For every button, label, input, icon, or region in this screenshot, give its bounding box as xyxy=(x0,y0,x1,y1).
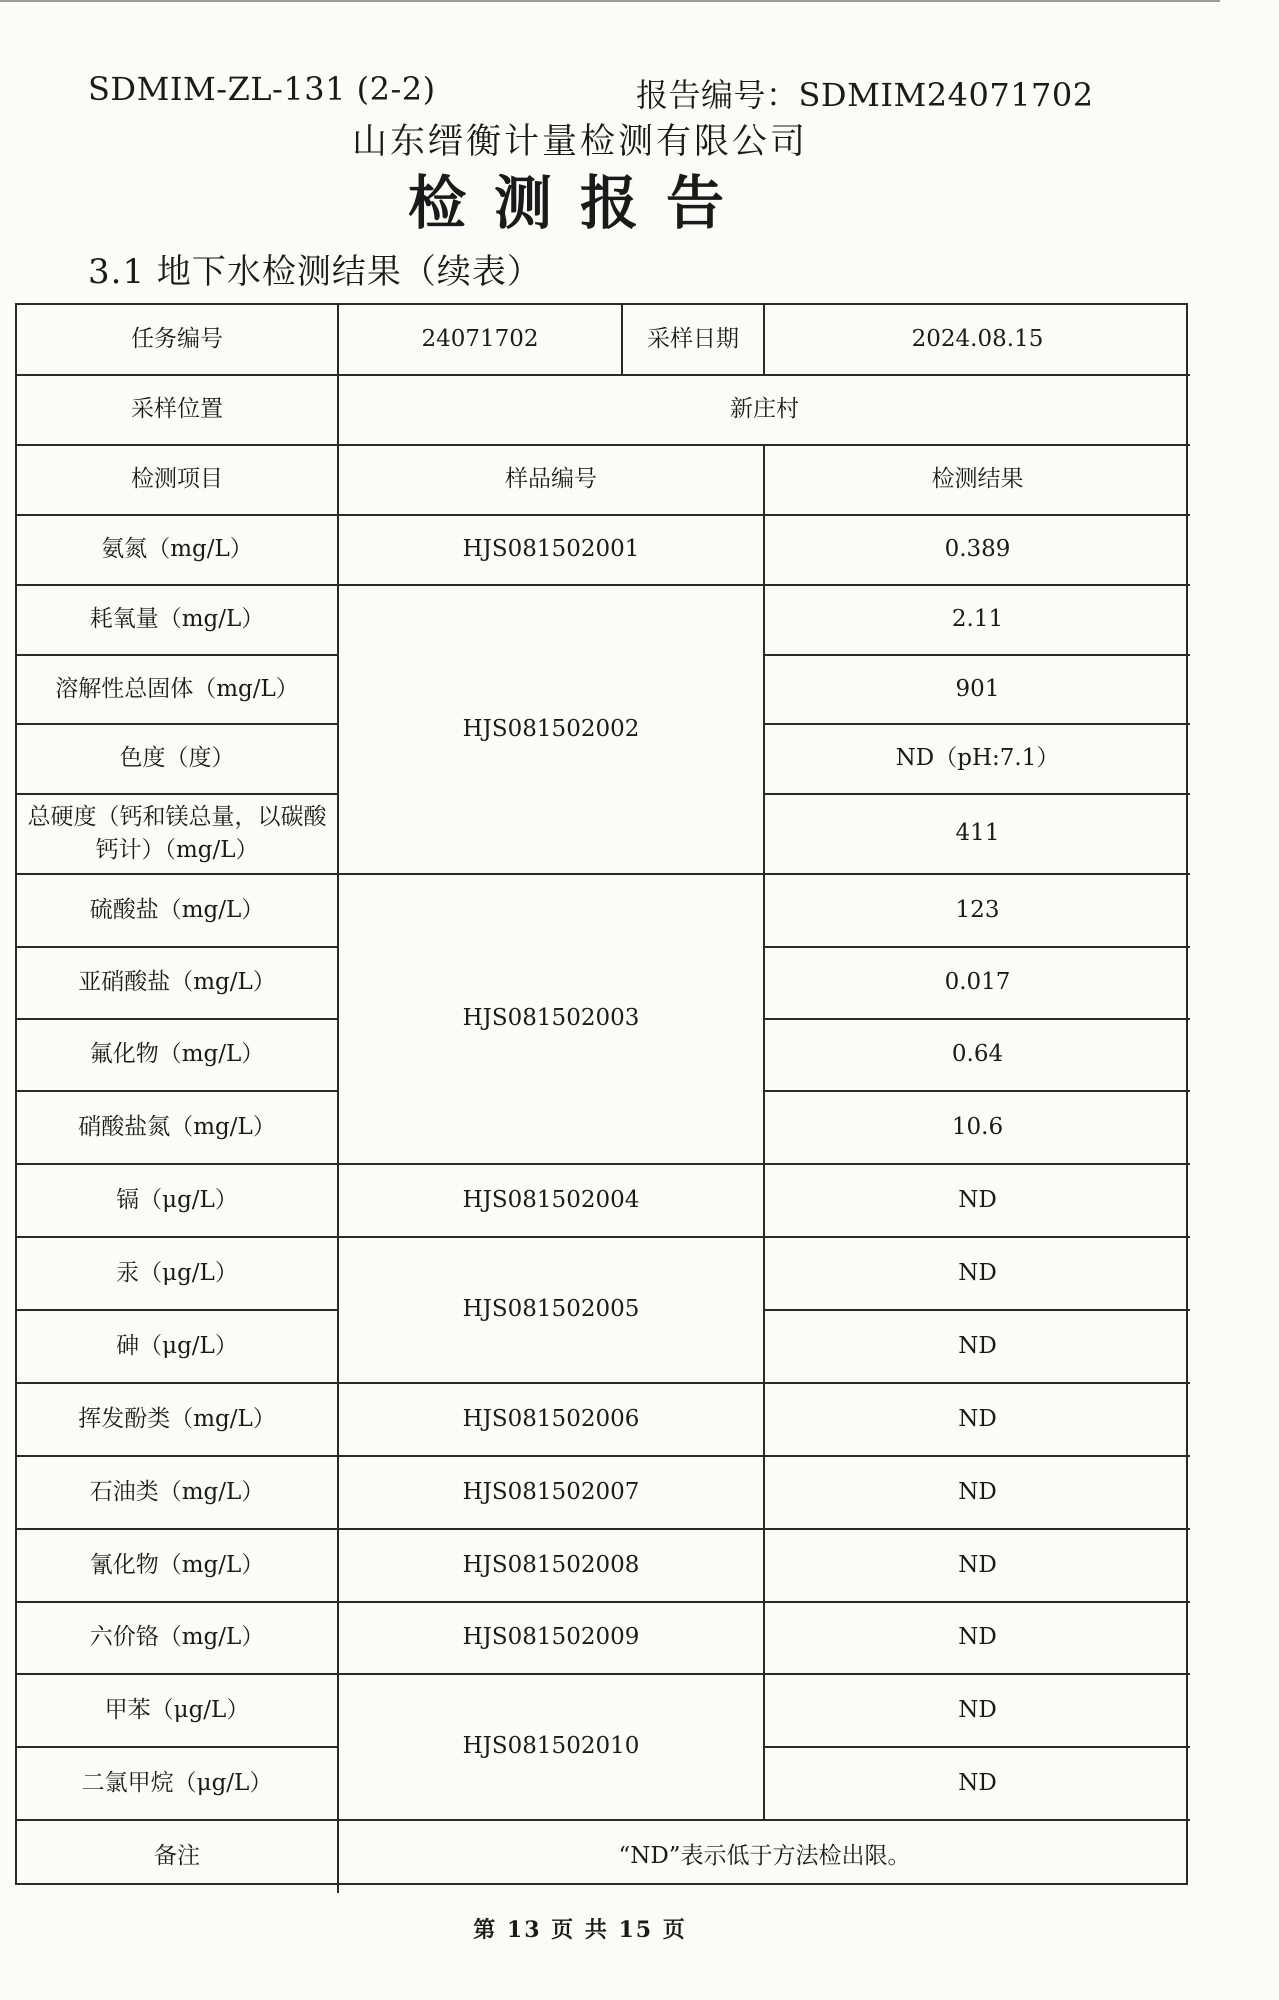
test-result: 10.6 xyxy=(765,1092,1190,1165)
test-result: ND xyxy=(765,1238,1190,1311)
test-result: 123 xyxy=(765,875,1190,948)
sample-number: HJS081502007 xyxy=(339,1457,765,1530)
test-result: ND xyxy=(765,1311,1190,1384)
sampling-date-label: 采样日期 xyxy=(623,305,765,376)
sample-number: HJS081502003 xyxy=(339,875,765,1165)
report-title: 检测报告 xyxy=(407,169,752,237)
test-result: ND xyxy=(765,1457,1190,1530)
task-no-label: 任务编号 xyxy=(17,305,339,376)
sample-number: HJS081502010 xyxy=(339,1675,765,1821)
test-result: 0.389 xyxy=(765,516,1190,586)
location-label: 采样位置 xyxy=(17,376,339,446)
top-rule xyxy=(0,0,1220,2)
test-result: ND xyxy=(765,1530,1190,1603)
test-result: 901 xyxy=(765,656,1190,725)
section-title: 3.1 地下水检测结果（续表） xyxy=(88,252,542,292)
test-result: ND xyxy=(765,1384,1190,1457)
test-item: 溶解性总固体（mg/L） xyxy=(17,656,339,725)
test-result: 2.11 xyxy=(765,586,1190,656)
report-number: 报告编号：SDMIM24071702 xyxy=(636,76,1094,114)
test-item: 砷（μg/L） xyxy=(17,1311,339,1384)
column-header-sample-no: 样品编号 xyxy=(339,446,765,516)
sample-number: HJS081502009 xyxy=(339,1603,765,1675)
form-code: SDMIM-ZL-131 (2-2) xyxy=(88,70,436,108)
company-name: 山东缙衡计量检测有限公司 xyxy=(351,122,808,162)
page-number: 第 13 页 共 15 页 xyxy=(473,1917,687,1943)
remarks-label: 备注 xyxy=(17,1821,339,1893)
test-result: 0.017 xyxy=(765,948,1190,1020)
task-no-value: 24071702 xyxy=(339,305,623,376)
test-item: 色度（度） xyxy=(17,725,339,795)
test-item: 汞（μg/L） xyxy=(17,1238,339,1311)
test-item: 总硬度（钙和镁总量，以碳酸钙计）（mg/L） xyxy=(17,795,339,875)
test-item: 石油类（mg/L） xyxy=(17,1457,339,1530)
sample-number: HJS081502001 xyxy=(339,516,765,586)
test-item: 甲苯（μg/L） xyxy=(17,1675,339,1748)
remarks-text: “ND”表示低于方法检出限。 xyxy=(618,1843,911,1870)
test-result: ND（pH:7.1） xyxy=(765,725,1190,795)
column-header-result: 检测结果 xyxy=(765,446,1190,516)
test-result: ND xyxy=(765,1165,1190,1238)
sample-number: HJS081502008 xyxy=(339,1530,765,1603)
test-result: ND xyxy=(765,1603,1190,1675)
test-result: 0.64 xyxy=(765,1020,1190,1092)
sample-number: HJS081502005 xyxy=(339,1238,765,1384)
test-item: 六价铬（mg/L） xyxy=(17,1603,339,1675)
test-item: 耗氧量（mg/L） xyxy=(17,586,339,656)
test-result: 411 xyxy=(765,795,1190,875)
test-item: 硫酸盐（mg/L） xyxy=(17,875,339,948)
results-table xyxy=(15,303,1188,1885)
sample-number: HJS081502004 xyxy=(339,1165,765,1238)
sample-number: HJS081502006 xyxy=(339,1384,765,1457)
test-result: ND xyxy=(765,1748,1190,1821)
sampling-date-value: 2024.08.15 xyxy=(765,305,1190,376)
test-item: 氨氮（mg/L） xyxy=(17,516,339,586)
test-item: 亚硝酸盐（mg/L） xyxy=(17,948,339,1020)
sample-number: HJS081502002 xyxy=(339,586,765,875)
test-result: ND xyxy=(765,1675,1190,1748)
test-item: 挥发酚类（mg/L） xyxy=(17,1384,339,1457)
column-header-item: 检测项目 xyxy=(17,446,339,516)
test-item: 镉（μg/L） xyxy=(17,1165,339,1238)
test-item: 二氯甲烷（μg/L） xyxy=(17,1748,339,1821)
location-value: 新庄村 xyxy=(339,376,1190,446)
test-item: 氰化物（mg/L） xyxy=(17,1530,339,1603)
test-item: 硝酸盐氮（mg/L） xyxy=(17,1092,339,1165)
test-item: 氟化物（mg/L） xyxy=(17,1020,339,1092)
